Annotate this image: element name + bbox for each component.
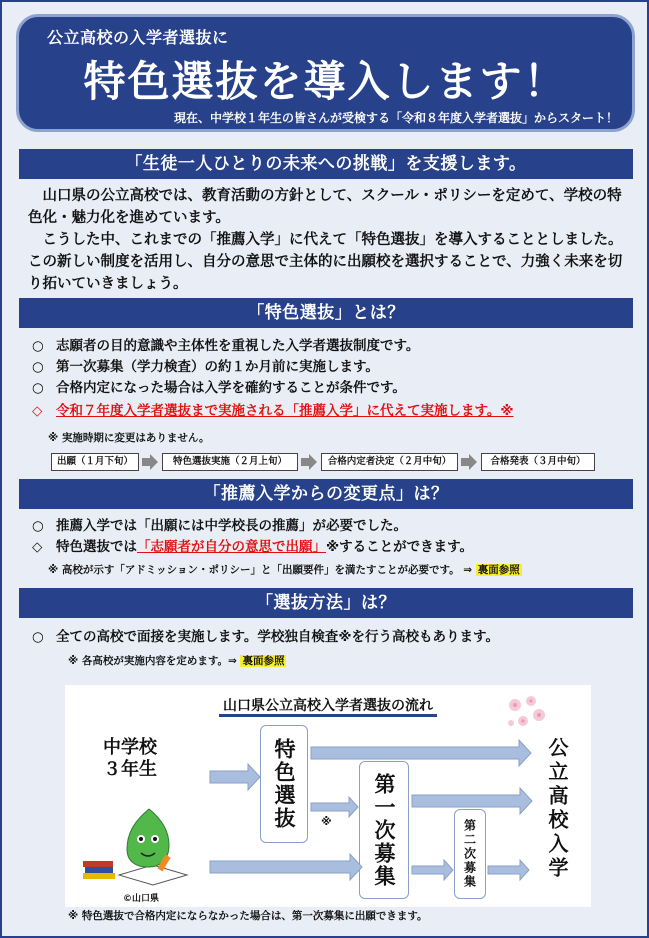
diamond-marker: ◇ — [32, 539, 43, 555]
mascot-illustration — [79, 795, 195, 887]
header-main-title: 特色選抜を導入します！ — [83, 57, 568, 106]
header-banner — [16, 14, 635, 132]
flow-footnote: ※ 特色選抜で合格内定にならなかった場合は、第一次募集に出願できます。 — [68, 910, 428, 922]
section3-item-red: 「志願者が自分の意思で出願」 — [137, 539, 326, 555]
flow-box-dainiji-label: 第二次募集 — [462, 819, 477, 889]
section4-note-text: ※ 各高校が実施内容を定めます。⇒ — [68, 655, 241, 667]
section3-item-post: ※することができます。 — [326, 539, 474, 555]
grade-line-2: ３年生 — [103, 759, 157, 780]
grade-line-1: 中学校 — [103, 737, 157, 758]
section4-note-highlight: 裏面参照 — [242, 655, 285, 667]
arrow-right-icon — [142, 454, 158, 470]
header-small-title: 公立高校の入学者選抜に — [47, 28, 229, 47]
section4-item-text: 全ての高校で面接を実施します。学校独自検査※を行う高校もあります。 — [56, 629, 499, 645]
schedule-step-3: 合格内定者決定（２月中旬） — [321, 453, 458, 471]
diamond-marker: ◇ — [32, 403, 43, 419]
arrow-right-icon — [301, 454, 317, 470]
section3-note — [48, 562, 522, 577]
schedule-step-4: 合格発表（３月中旬） — [481, 453, 595, 471]
circle-marker: ○ — [32, 629, 44, 645]
section4-note — [68, 653, 286, 668]
arrow-right-icon — [461, 454, 477, 470]
section2-heading: 「特色選抜」とは？ — [19, 298, 633, 328]
flow-title-text: 山口県公立高校入学者選抜の流れ — [219, 698, 437, 717]
section2-red-text: 令和７年度入学者選抜まで実施される「推薦入学」に代えて実施します。※ — [56, 403, 514, 419]
section2-item-1 — [32, 336, 419, 356]
flow-box-tokushoku-label: 特色選抜 — [272, 738, 296, 830]
section2-item-text: 志願者の目的意識や主体性を重視した入学者選抜制度です。 — [56, 338, 420, 354]
section2-item-text: 第一次募集（学力検査）の約１か月前に実施します。 — [56, 359, 379, 375]
section3-item-pre: 特色選抜では — [56, 539, 137, 555]
schedule-step-2: 特色選抜実施（２月上旬） — [162, 453, 298, 471]
header-subtitle: 現在、中学校１年生の皆さんが受検する「令和８年度入学者選抜」からスタート！ — [173, 111, 618, 125]
circle-marker: ○ — [32, 359, 44, 375]
section1-para2: こうした中、これまでの「推薦入学」に代えて「特色選抜」を導入することとしました。この新しい制度を活用し、自分の意思で主体的に出願校を選択することで、力強く未来を切り拓いていきましょう。 — [28, 232, 623, 292]
flow-diagram — [65, 685, 591, 907]
section3-item-2 — [32, 537, 473, 557]
section3-note-text: ※ 高校が示す「アドミッション・ポリシー」と「出願要件」を満たすことが必要です。 ⇒ — [48, 564, 476, 576]
section4-item — [32, 627, 499, 647]
section1-para1: 山口県の公立高校では、教育活動の方針として、スクール・ポリシーを定めて、学校の特色化・魅力化を進めています。 — [28, 188, 622, 226]
section4-heading: 「選抜方法」は？ — [19, 588, 633, 618]
section3-item-1 — [32, 516, 407, 536]
flow-destination: 公立高校入学 — [545, 737, 569, 881]
section2-item-3 — [32, 378, 406, 398]
section2-red-item — [32, 401, 514, 421]
schedule-step-1: 出願（１月下旬） — [51, 453, 139, 471]
copyright-text: ©山口県 — [123, 894, 160, 904]
flow-asterisk: ※ — [321, 815, 332, 828]
section3-item-text: 推薦入学では「出願には中学校長の推薦」が必要でした。 — [56, 518, 407, 534]
section3-note-highlight: 裏面参照 — [477, 564, 520, 576]
circle-marker: ○ — [32, 338, 44, 354]
flow-box-daiichiji-label: 第一次募集 — [372, 772, 396, 888]
section2-item-2 — [32, 357, 379, 377]
section2-item-text: 合格内定になった場合は入学を確約することが条件です。 — [56, 380, 406, 396]
circle-marker: ○ — [32, 518, 44, 534]
section1-heading: 「生徒一人ひとりの未来への挑戦」を支援します。 — [19, 149, 633, 179]
circle-marker: ○ — [32, 380, 44, 396]
section3-heading: 「推薦入学からの変更点」は？ — [19, 479, 633, 509]
section2-note: ※ 実施時期に変更はありません。 — [48, 432, 210, 444]
